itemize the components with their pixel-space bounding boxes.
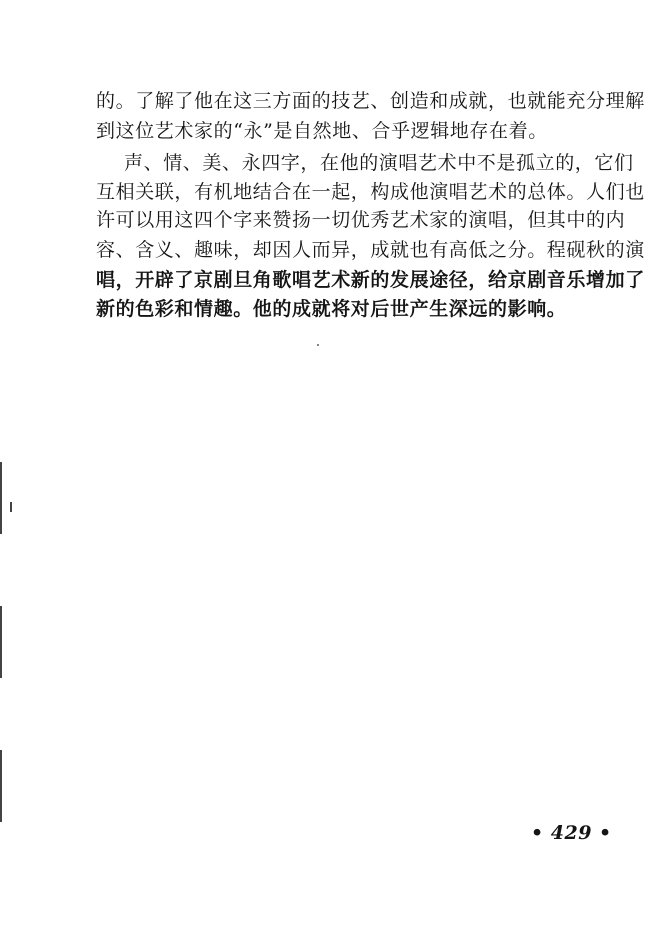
text-line: 唱，开辟了京剧旦角歌唱艺术新的发展途径，给京剧音乐增加了 (96, 269, 645, 291)
text-line: 互相关联，有机地结合在一起，构成他演唱艺术的总体。人们也 (96, 181, 645, 203)
text-line: 声、情、美、永四字，在他的演唱艺术中不是孤立的，它们 (124, 152, 634, 174)
text-line: 到这位艺术家的“永”是自然地、合乎逻辑地存在着。 (96, 120, 548, 142)
scan-edge-mark (10, 502, 12, 512)
scan-speck (317, 344, 319, 346)
text-line: 许可以用这四个字来赞扬一切优秀艺术家的演唱，但其中的内 (96, 209, 626, 231)
scan-edge-mark (0, 462, 2, 534)
scan-edge-mark (0, 606, 2, 678)
text-line: 容、含义、趣味，却因人而异，成就也有高低之分。程砚秋的演 (96, 239, 645, 261)
text-line: 新的色彩和情趣。他的成就将对后世产生深远的影响。 (96, 298, 567, 320)
page-number: • 429 • (531, 822, 612, 844)
text-line: 的。了解了他在这三方面的技艺、创造和成就，也就能充分理解 (96, 90, 645, 112)
scan-edge-mark (0, 750, 2, 822)
